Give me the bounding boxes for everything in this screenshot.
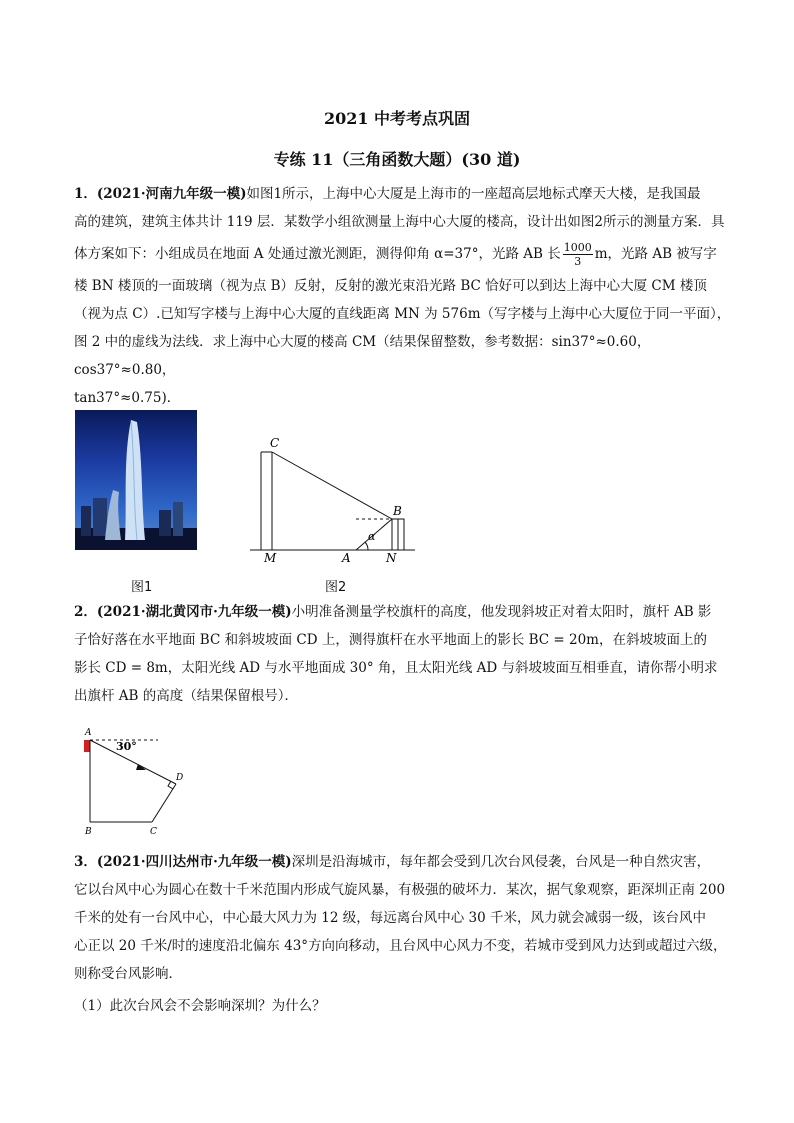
q3-line-3: 千米的处有一台风中心，中心最大风力为 12 级，每远离台风中心 30 千米，风力就会减弱一级，该台风中 — [74, 910, 707, 926]
q1-line-2: 高的建筑，建筑主体共计 119 层．某数学小组欲测量上海中心大厦的楼高，设计出如图2所示的测量方案．具 — [74, 214, 725, 230]
figure-2-caption: 图2 — [325, 580, 347, 595]
q2-line-1: 2．(2021·湖北黄冈市·九年级一模)小明准备测量学校旗杆的高度，他发现斜坡正对着太阳时，旗杆 AB 影 — [74, 604, 712, 620]
question-2 — [74, 598, 734, 710]
q1-line-4: 楼 BN 楼顶的一面玻璃（视为点 B）反射，反射的激光束沿光路 BC 恰好可以到达上海中心大厦 CM 楼顶 — [74, 278, 707, 294]
figure-1-caption: 图1 — [131, 580, 153, 595]
label-A: A — [342, 551, 351, 562]
flagpole-slope-diagram — [80, 726, 190, 838]
page-subtitle: 专练 11（三角函数大题）(30 道) — [273, 150, 521, 169]
q3-line-4: 心正以 20 千米/时的速度沿北偏东 43°方向向移动，且台风中心风力不变，若城市受到风力达到或超过六级， — [74, 938, 727, 954]
q3-subquestion-1: （1）此次台风会不会影响深圳？为什么？ — [74, 998, 326, 1014]
question-1 — [74, 180, 734, 412]
q3-line-2: 它以台风中心为圆心在数十千米范围内形成气旋风暴，有极强的破坏力．某次，据气象观察，距深圳正南 200 — [74, 882, 726, 898]
flag-icon — [84, 740, 90, 752]
label-C: C — [150, 827, 157, 837]
tower-illustration — [75, 410, 197, 550]
q2-line-2: 子恰好落在水平地面 BC 和斜坡坡面 CD 上，测得旗杆在水平地面上的影长 BC = 20m，在斜坡坡面上的 — [74, 632, 707, 648]
label-alpha: α — [368, 530, 376, 543]
q3-line-1: 3．(2021·四川达州市·九年级一模)深圳是沿海城市，每年都会受到几次台风侵袭，台风是一种自然灾害， — [74, 854, 711, 870]
label-M: M — [264, 551, 277, 562]
fraction-1000-over-3: $\frac{1000}{3}$ — [563, 241, 592, 268]
figure-2-diagram — [250, 432, 420, 562]
q1-line-3: 体方案如下：小组成员在地面 A 处通过激光测距，测得仰角 α=37°，光路 AB 长 $\frac{1000}{3}$ m，光路 AB 被写字 — [74, 241, 717, 268]
q2-line-3: 影长 CD = 8m，太阳光线 AD 与水平地面成 30° 角，且太阳光线 AD 与斜坡坡面互相垂直，请你帮小明求 — [74, 660, 718, 676]
q2-line-4: 出旗杆 AB 的高度（结果保留根号）． — [74, 688, 299, 704]
q3-line-5: 则称受台风影响． — [74, 966, 182, 982]
label-A: A — [85, 728, 92, 738]
q1-line-1: 1．(2021·河南九年级一模)如图1所示，上海中心大厦是上海市的一座超高层地标式摩天大楼，是我国最 — [74, 186, 701, 202]
label-B: B — [393, 504, 402, 518]
shanghai-tower-photo — [75, 410, 197, 550]
q1-line-5: （视为点 C）.已知写字楼与上海中心大厦的直线距离 MN 为 576m（写字楼与上海中心大厦位于同一平面）， — [74, 306, 731, 322]
angle-30-label: 30° — [116, 740, 137, 753]
page-title: 2021 中考考点巩固 — [323, 109, 471, 128]
label-D: D — [176, 773, 184, 783]
label-N: N — [386, 551, 397, 562]
q1-line-7: tan37°≈0.75)． — [74, 390, 181, 406]
label-C: C — [270, 436, 280, 450]
q1-line-6: 图 2 中的虚线为法线．求上海中心大厦的楼高 CM（结果保留整数，参考数据：sin37°≈0.60，cos37°≈0.80， — [74, 334, 651, 378]
question-3 — [74, 848, 734, 1020]
label-B: B — [85, 827, 92, 837]
